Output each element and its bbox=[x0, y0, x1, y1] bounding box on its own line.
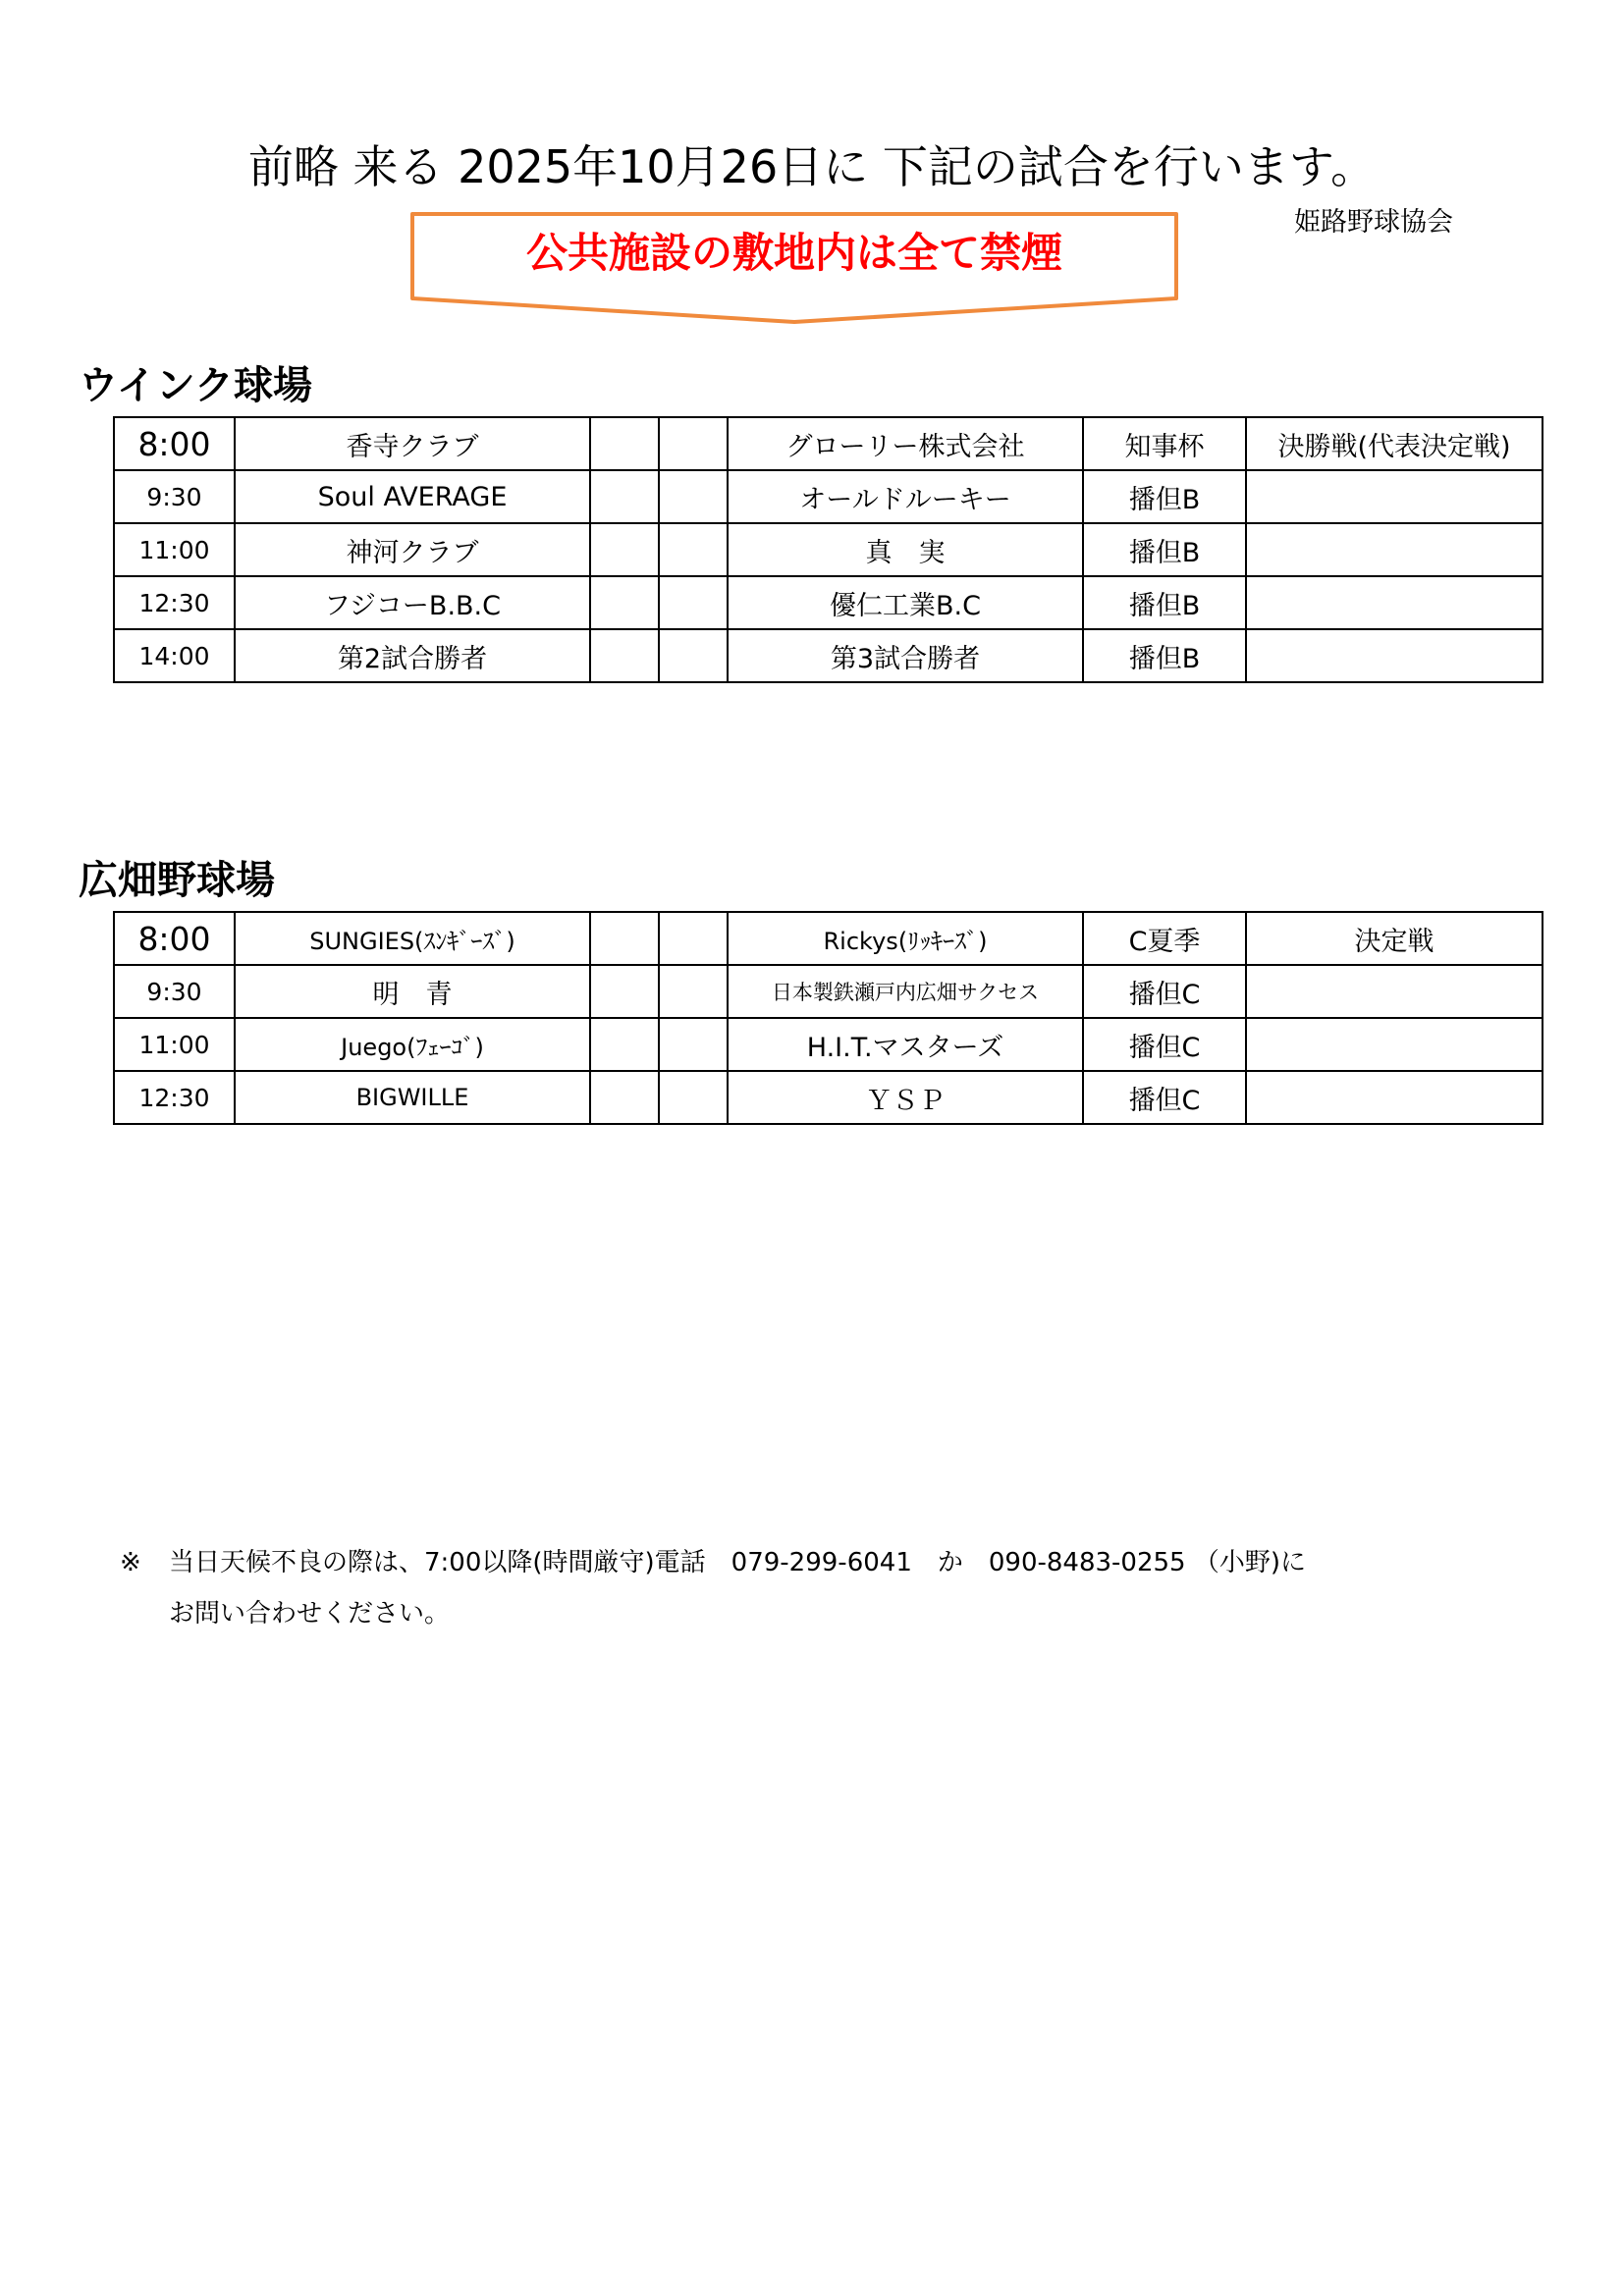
score-home bbox=[590, 576, 659, 629]
reference-mark: ※ bbox=[120, 1548, 141, 1577]
league: 播但B bbox=[1083, 470, 1246, 523]
team-away: 日本製鉄瀬戸内広畑サクセス bbox=[728, 965, 1083, 1018]
score-home bbox=[590, 1071, 659, 1124]
match-note bbox=[1246, 523, 1543, 576]
match-note bbox=[1246, 470, 1543, 523]
league: 播但C bbox=[1083, 1071, 1246, 1124]
league: 播但C bbox=[1083, 965, 1246, 1018]
match-time: 9:30 bbox=[114, 470, 235, 523]
schedule-table bbox=[113, 416, 1543, 683]
notice-line-2: お問い合わせください。 bbox=[169, 1599, 451, 1629]
match-time: 9:30 bbox=[114, 965, 235, 1018]
table-row bbox=[114, 912, 1543, 965]
team-away: オールドルーキー bbox=[728, 470, 1083, 523]
match-note bbox=[1246, 1018, 1543, 1071]
team-home: BIGWILLE bbox=[235, 1071, 590, 1124]
score-away bbox=[659, 1018, 728, 1071]
team-away: H.I.T.マスターズ bbox=[728, 1018, 1083, 1071]
team-home: Soul AVERAGE bbox=[235, 470, 590, 523]
score-away bbox=[659, 629, 728, 682]
no-smoking-banner bbox=[406, 208, 1182, 331]
team-home: フジコーB.B.C bbox=[235, 576, 590, 629]
score-away bbox=[659, 576, 728, 629]
score-away bbox=[659, 965, 728, 1018]
league: 播但B bbox=[1083, 576, 1246, 629]
team-home: 神河クラブ bbox=[235, 523, 590, 576]
score-away bbox=[659, 1071, 728, 1124]
score-home bbox=[590, 965, 659, 1018]
match-time: 11:00 bbox=[114, 1018, 235, 1071]
score-away bbox=[659, 912, 728, 965]
score-home bbox=[590, 912, 659, 965]
table-row bbox=[114, 523, 1543, 576]
score-home bbox=[590, 470, 659, 523]
team-away: ＹＳＰ bbox=[728, 1071, 1083, 1124]
match-note bbox=[1246, 965, 1543, 1018]
score-away bbox=[659, 417, 728, 470]
match-time: 8:00 bbox=[114, 417, 235, 470]
team-away: 優仁工業B.C bbox=[728, 576, 1083, 629]
score-home bbox=[590, 1018, 659, 1071]
schedule-table bbox=[113, 911, 1543, 1125]
match-note bbox=[1246, 576, 1543, 629]
table-row bbox=[114, 1018, 1543, 1071]
venue-title: ウインク球場 bbox=[79, 363, 312, 408]
team-away: Rickys(ﾘｯｷｰｽﾞ) bbox=[728, 912, 1083, 965]
league: 知事杯 bbox=[1083, 417, 1246, 470]
team-home: 香寺クラブ bbox=[235, 417, 590, 470]
team-home: SUNGIES(ｽﾝｷﾞｰｽﾞ) bbox=[235, 912, 590, 965]
weather-notice bbox=[120, 1537, 1306, 1639]
league: 播但B bbox=[1083, 523, 1246, 576]
team-away: 第3試合勝者 bbox=[728, 629, 1083, 682]
league: C夏季 bbox=[1083, 912, 1246, 965]
score-home bbox=[590, 417, 659, 470]
match-time: 12:30 bbox=[114, 1071, 235, 1124]
team-away: 真 実 bbox=[728, 523, 1083, 576]
table-row bbox=[114, 629, 1543, 682]
match-note bbox=[1246, 629, 1543, 682]
team-home: 明 青 bbox=[235, 965, 590, 1018]
organizer-name: 姫路野球協会 bbox=[1294, 207, 1453, 238]
match-note: 決勝戦(代表決定戦) bbox=[1246, 417, 1543, 470]
table-row bbox=[114, 470, 1543, 523]
score-away bbox=[659, 470, 728, 523]
match-time: 8:00 bbox=[114, 912, 235, 965]
table-row bbox=[114, 965, 1543, 1018]
match-time: 12:30 bbox=[114, 576, 235, 629]
team-away: グローリー株式会社 bbox=[728, 417, 1083, 470]
score-home bbox=[590, 523, 659, 576]
table-row bbox=[114, 1071, 1543, 1124]
notice-line-1 bbox=[120, 1537, 1306, 1588]
score-home bbox=[590, 629, 659, 682]
venue-title: 広畑野球場 bbox=[79, 858, 275, 903]
team-home: 第2試合勝者 bbox=[235, 629, 590, 682]
match-time: 14:00 bbox=[114, 629, 235, 682]
match-note: 決定戦 bbox=[1246, 912, 1543, 965]
notice-text-1: 当日天候不良の際は、7:00以降(時間厳守)電話 079-299-6041 か 090-8483-0255 （小野)に bbox=[169, 1548, 1306, 1577]
table-row bbox=[114, 576, 1543, 629]
team-home: Juego(ﾌｪｰｺﾞ) bbox=[235, 1018, 590, 1071]
score-away bbox=[659, 523, 728, 576]
match-note bbox=[1246, 1071, 1543, 1124]
banner-text: 公共施設の敷地内は全て禁煙 bbox=[525, 229, 1062, 277]
table-row bbox=[114, 417, 1543, 470]
match-time: 11:00 bbox=[114, 523, 235, 576]
league: 播但C bbox=[1083, 1018, 1246, 1071]
league: 播但B bbox=[1083, 629, 1246, 682]
headline: 前略 来る 2025年10月26日に 下記の試合を行います。 bbox=[247, 140, 1377, 193]
